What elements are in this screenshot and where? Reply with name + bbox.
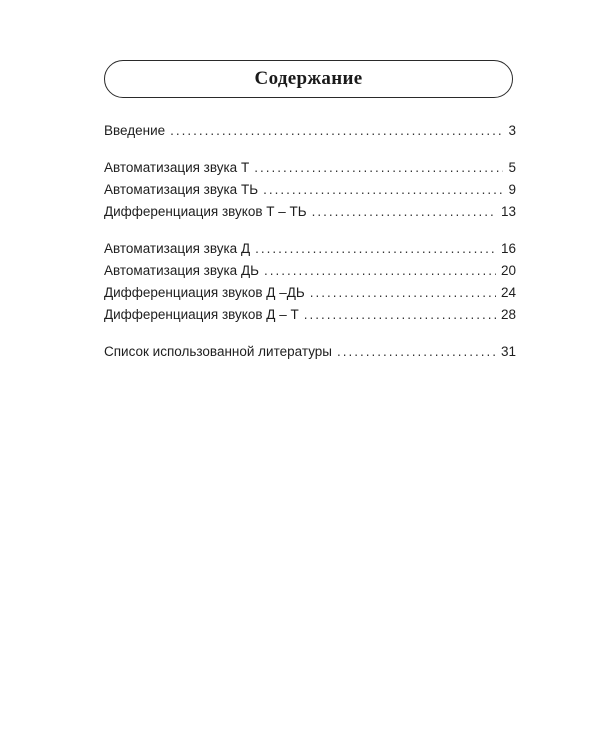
toc-entry-title: Дифференциация звуков Д –ДЬ (104, 285, 305, 300)
dot-leader (312, 201, 496, 223)
toc-entry[interactable] (104, 238, 516, 260)
title-frame (104, 60, 513, 98)
toc-entry-title: Дифференциация звуков Т – ТЬ (104, 204, 307, 219)
toc-entry-page: 9 (508, 182, 516, 197)
toc-entry-title: Дифференциация звуков Д – Т (104, 307, 299, 322)
dot-leader (255, 238, 496, 260)
toc-entry-title: Автоматизация звука Т (104, 160, 250, 175)
toc-entry-page: 3 (508, 123, 516, 138)
dot-leader (337, 341, 496, 363)
toc-entry-page: 28 (500, 307, 516, 322)
toc-entry-title: Автоматизация звука Д (104, 241, 251, 256)
dot-leader (304, 304, 496, 326)
toc-entry[interactable] (104, 260, 516, 282)
toc-entry-page: 13 (500, 204, 516, 219)
dot-leader (264, 260, 496, 282)
toc-entry[interactable] (104, 157, 516, 179)
dot-leader (170, 120, 503, 142)
toc-entry-page: 31 (500, 344, 516, 359)
table-of-contents (104, 120, 516, 378)
page-title: Содержание (254, 68, 363, 89)
toc-entry[interactable] (104, 341, 516, 363)
dot-leader (310, 282, 496, 304)
toc-entry[interactable] (104, 304, 516, 326)
dot-leader (254, 157, 503, 179)
toc-entry[interactable] (104, 201, 516, 223)
toc-group-t (104, 157, 516, 223)
toc-entry-page: 24 (500, 285, 516, 300)
toc-group-d (104, 238, 516, 326)
toc-entry-title: Введение (104, 123, 166, 138)
toc-entry[interactable] (104, 282, 516, 304)
dot-leader (263, 179, 503, 201)
toc-group-references (104, 341, 516, 363)
toc-entry-title: Автоматизация звука ТЬ (104, 182, 259, 197)
toc-entry-page: 16 (500, 241, 516, 256)
toc-entry-page: 20 (500, 263, 516, 278)
toc-entry[interactable] (104, 120, 516, 142)
toc-entry-title: Список использованной литературы (104, 344, 332, 359)
toc-entry-page: 5 (508, 160, 516, 175)
toc-entry-title: Автоматизация звука ДЬ (104, 263, 259, 278)
toc-group-intro (104, 120, 516, 142)
toc-entry[interactable] (104, 179, 516, 201)
